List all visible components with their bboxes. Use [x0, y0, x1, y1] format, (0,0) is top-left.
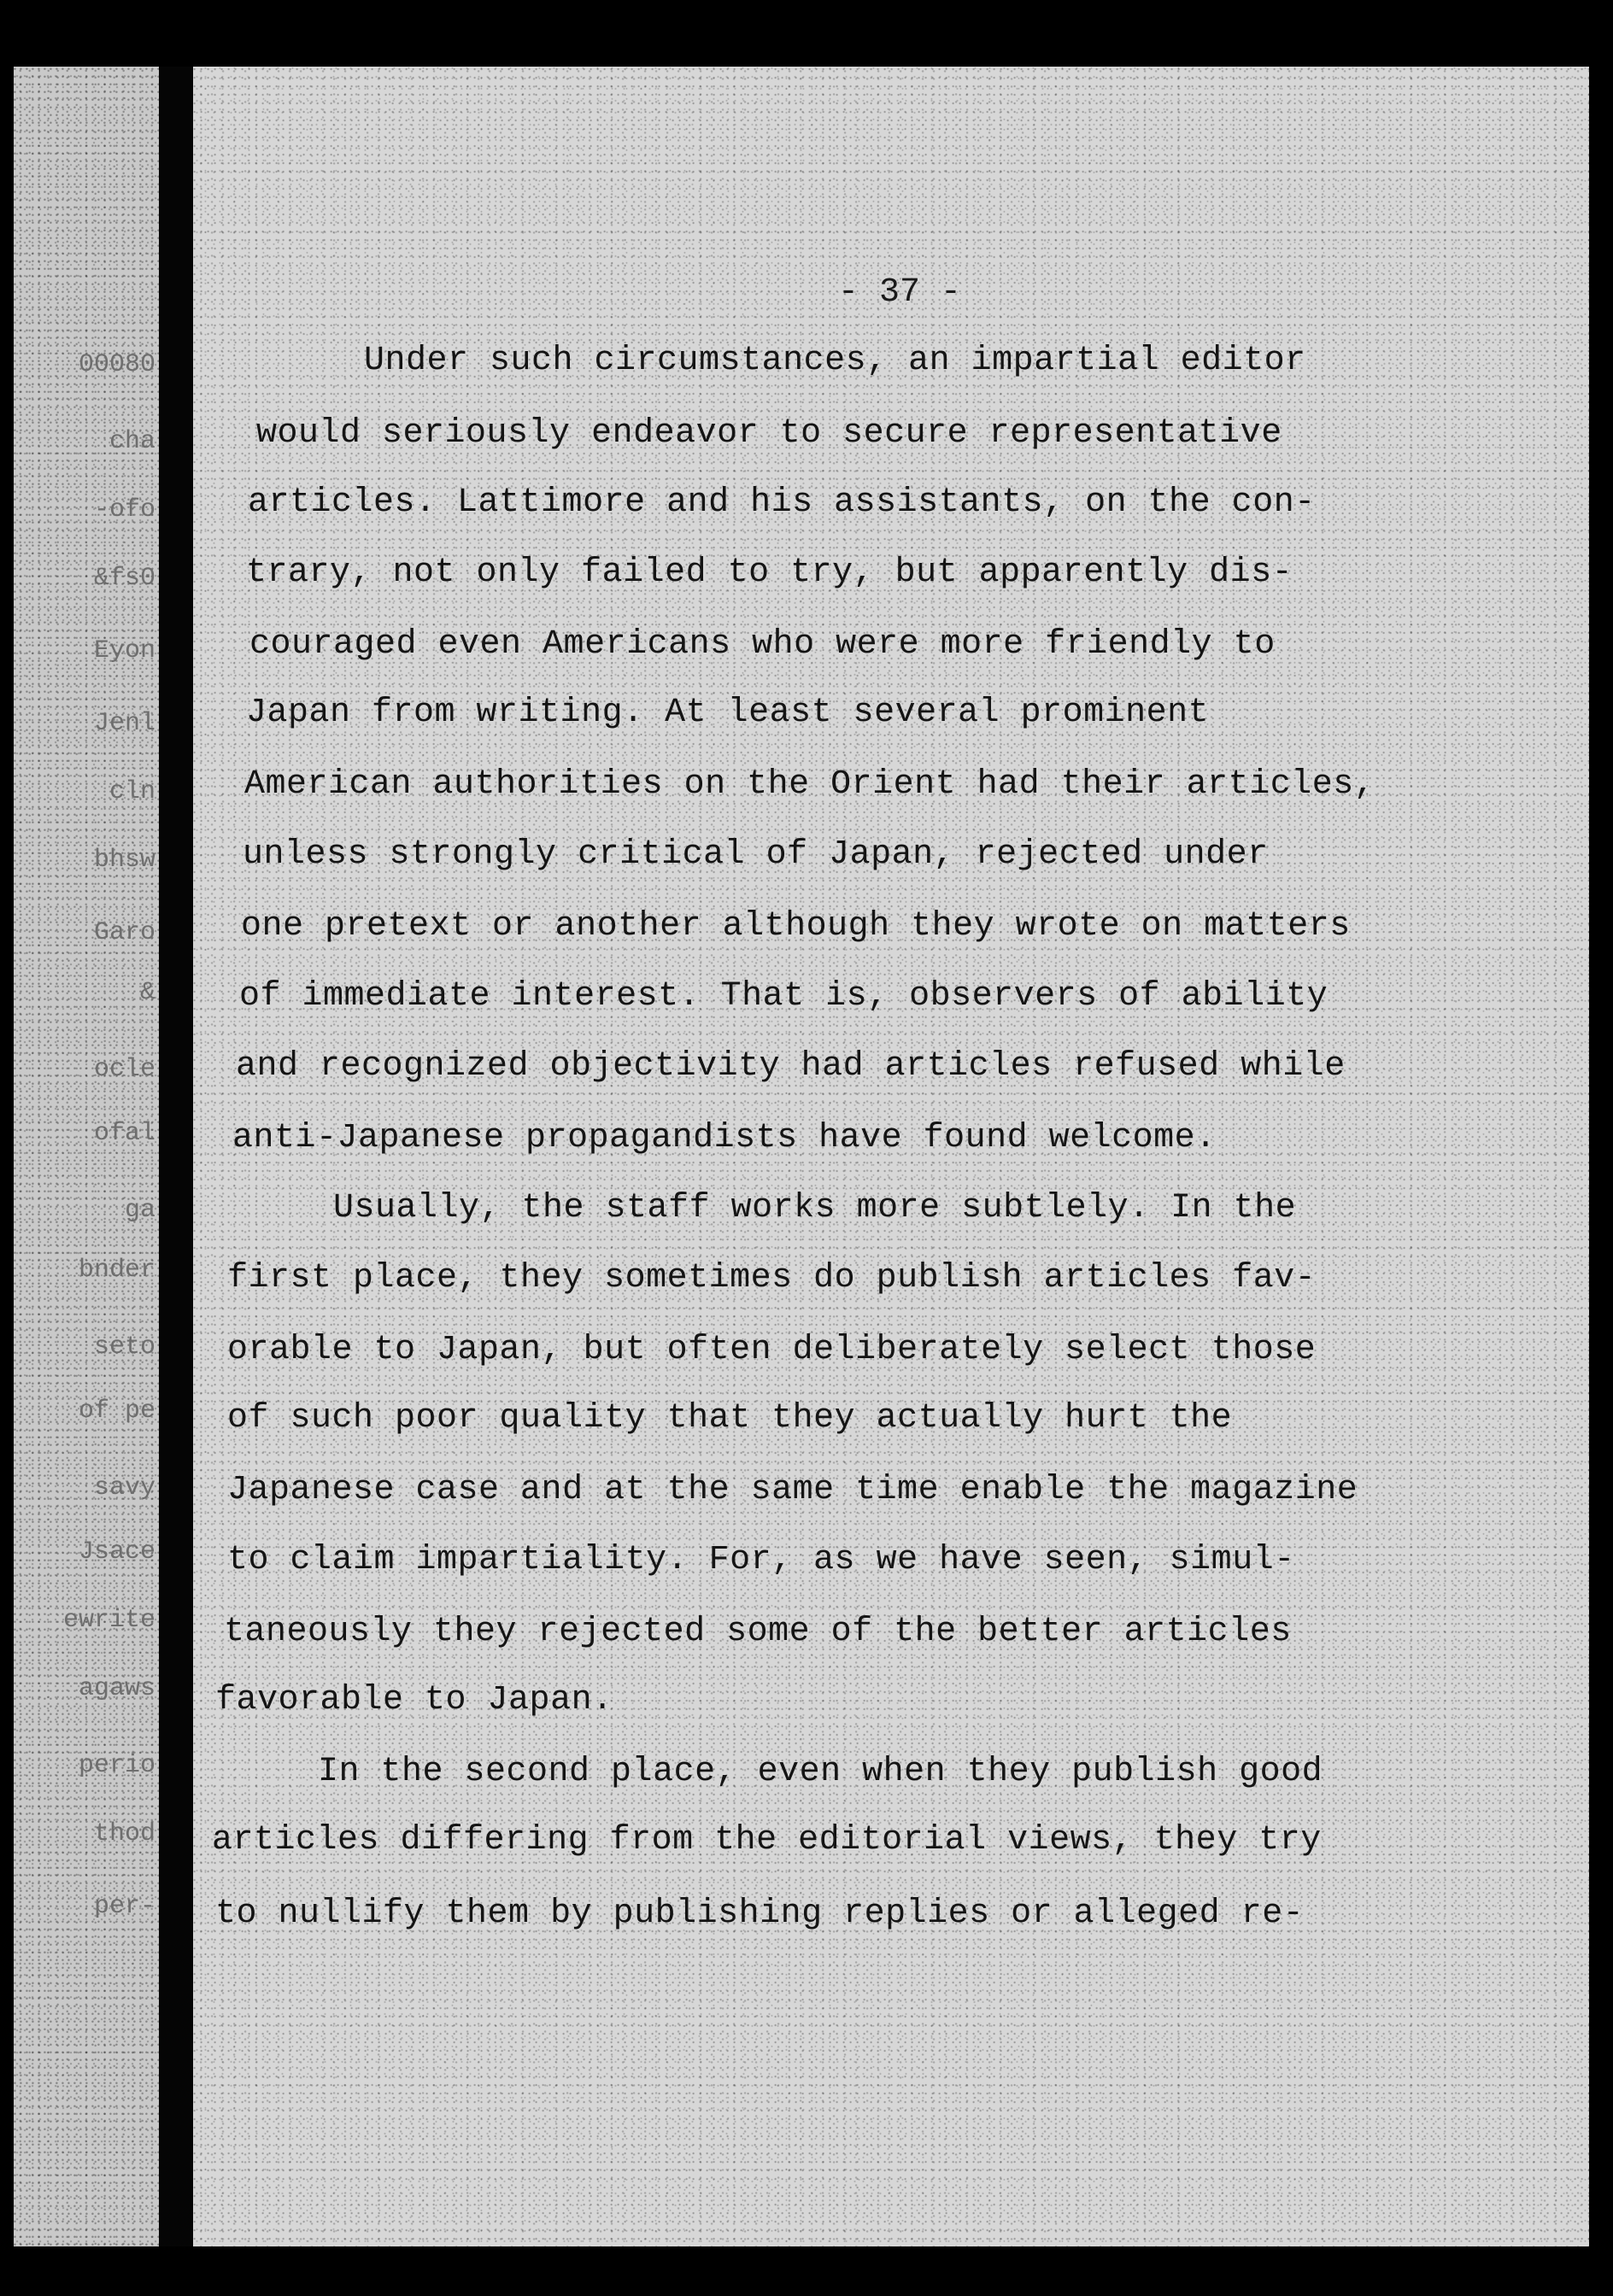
margin-fragment: cln — [109, 777, 155, 806]
text-line: to claim impartiality. For, as we have seen, simul- — [227, 1541, 1295, 1579]
margin-fragment: savy — [93, 1473, 155, 1502]
margin-fragment: Jsace — [78, 1538, 155, 1567]
text-line: orable to Japan, but often deliberately select those — [227, 1331, 1317, 1369]
text-line: first place, they sometimes do publish articles fav- — [227, 1259, 1317, 1297]
margin-fragment: per- — [93, 1892, 155, 1921]
adjacent-page-strip — [14, 67, 159, 2246]
margin-fragment: 00080 — [78, 350, 155, 379]
margin-fragment: Jenl — [93, 709, 155, 738]
text-line: Japan from writing. At least several prominent — [246, 694, 1210, 732]
margin-fragment: cha — [109, 427, 155, 456]
text-line: trary, not only failed to try, but apparently dis- — [246, 554, 1293, 592]
margin-fragment: Garo — [93, 918, 155, 947]
text-line: In the second place, even when they publish good — [318, 1753, 1323, 1791]
text-line: anti-Japanese propagandists have found welcome. — [232, 1119, 1217, 1157]
text-line: American authorities on the Orient had their articles, — [244, 765, 1375, 804]
margin-fragment: agaws — [78, 1674, 155, 1703]
text-line: couraged even Americans who were more friendly to — [249, 625, 1276, 664]
text-line: unless strongly critical of Japan, rejected under — [243, 835, 1269, 874]
margin-fragment: -ofo — [93, 495, 155, 524]
text-line: articles. Lattimore and his assistants, on the con- — [248, 483, 1316, 522]
margin-fragment: & — [139, 978, 155, 1007]
margin-fragment: thod — [93, 1819, 155, 1848]
text-line: taneously they rejected some of the better articles — [224, 1613, 1292, 1651]
book-spine-shadow — [159, 67, 193, 2246]
text-line: articles differing from the editorial views, they try — [212, 1821, 1322, 1860]
margin-fragment: bnder — [78, 1256, 155, 1285]
text-line: would seriously endeavor to secure representative — [256, 414, 1282, 453]
margin-fragment: ewrite — [62, 1606, 155, 1635]
text-line: favorable to Japan. — [215, 1681, 613, 1719]
page-number: - 37 - — [837, 273, 962, 312]
text-line: Under such circumstances, an impartial editor — [364, 342, 1306, 380]
margin-fragment: ga — [124, 1196, 155, 1225]
text-line: of immediate interest. That is, observers of ability — [239, 977, 1329, 1016]
text-line: and recognized objectivity had articles refused while — [236, 1047, 1346, 1086]
margin-fragment: seto — [93, 1332, 155, 1362]
margin-fragment: of pe — [78, 1397, 155, 1426]
margin-fragment: ocle — [93, 1055, 155, 1084]
margin-fragment: &fs0 — [93, 564, 155, 593]
text-line: Usually, the staff works more subtlely. In the — [333, 1189, 1297, 1227]
margin-fragment: perio — [78, 1751, 155, 1780]
margin-fragment: Eyon — [93, 636, 155, 665]
text-line: of such poor quality that they actually hurt the — [227, 1399, 1233, 1438]
text-line: Japanese case and at the same time enable the magazine — [227, 1471, 1358, 1509]
text-line: one pretext or another although they wrote on matters — [241, 907, 1351, 946]
margin-fragment: ofal — [93, 1119, 155, 1148]
text-line: to nullify them by publishing replies or alleged re- — [215, 1895, 1305, 1933]
margin-fragment: bhsw — [93, 846, 155, 875]
document-page — [193, 67, 1589, 2246]
